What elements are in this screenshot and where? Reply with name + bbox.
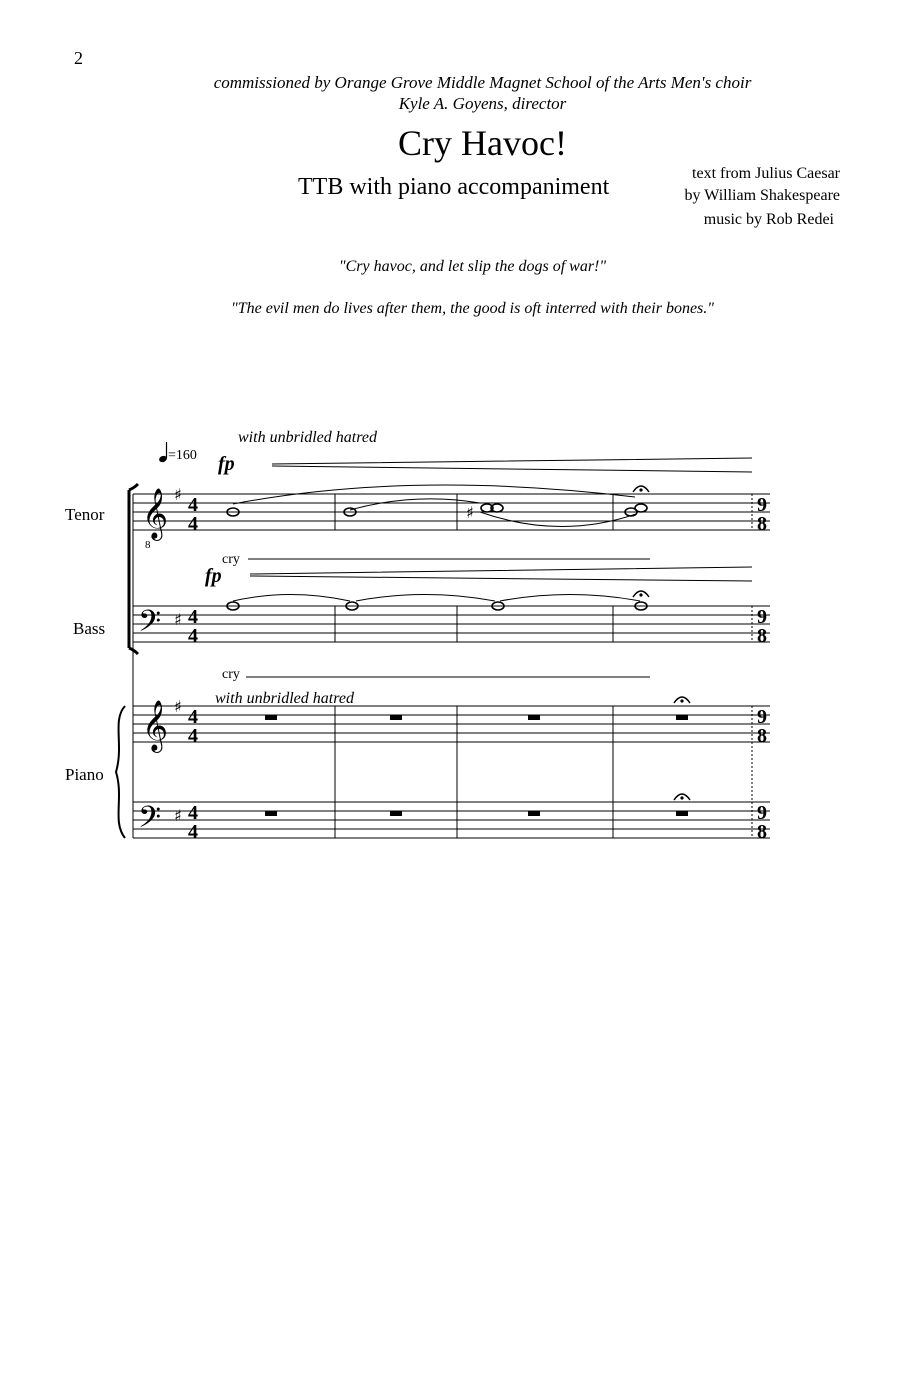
time-sig-den: 4 [188, 513, 198, 535]
whole-rest [265, 811, 277, 816]
credits-composer: music by Rob Redei [703, 211, 834, 228]
epigraph-quote-1: "Cry havoc, and let slip the dogs of war!" [338, 258, 607, 275]
tenor-label: Tenor [65, 505, 105, 524]
time-sig-num: 4 [188, 802, 198, 824]
epigraph-quote-2: "The evil men do lives after them, the good is oft interred with their bones." [231, 300, 714, 317]
tenor-dynamic: fp [218, 453, 235, 475]
whole-rest [390, 715, 402, 720]
bass-tie-2 [356, 595, 495, 602]
piece-subtitle: TTB with piano accompaniment [298, 174, 610, 200]
time-sig-num: 9 [757, 706, 767, 728]
tenor-slur [233, 485, 635, 504]
barlines [335, 494, 752, 838]
whole-note [635, 504, 647, 512]
sharp-icon: ♯ [466, 503, 474, 522]
whole-rest [390, 811, 402, 816]
tempo-marking [158, 442, 197, 463]
tenor-notes [227, 504, 647, 516]
tenor-tie-1 [350, 499, 480, 510]
whole-rest [528, 811, 540, 816]
time-sig-den: 8 [757, 625, 767, 647]
sharp-icon: ♯ [174, 485, 182, 504]
time-sig-num: 4 [188, 706, 198, 728]
whole-rest [676, 715, 688, 720]
piano-brace [116, 706, 125, 838]
bass-tie-3 [500, 595, 640, 602]
sharp-icon: ♯ [174, 610, 182, 629]
time-sig-den: 4 [188, 821, 198, 843]
sharp-icon: ♯ [174, 806, 182, 825]
whole-rest [528, 715, 540, 720]
time-sig-num: 4 [188, 494, 198, 516]
time-sig-den: 8 [757, 821, 767, 843]
expression-piano: with unbridled hatred [215, 690, 354, 707]
bass-lyric: cry [222, 667, 240, 682]
time-sig-num: 9 [757, 802, 767, 824]
expression-voice: with unbridled hatred [238, 429, 377, 446]
commission-line-1: commissioned by Orange Grove Middle Magnet School of the Arts Men's choir [213, 73, 752, 92]
bass-clef-icon: 𝄢 [138, 605, 162, 646]
tenor-lyric: cry [222, 552, 240, 567]
time-sig-num: 4 [188, 606, 198, 628]
bass-label: Bass [73, 619, 106, 638]
whole-rest [676, 811, 688, 816]
piano-treble-staff [133, 706, 770, 742]
time-sig-num: 9 [757, 494, 767, 516]
time-sig-den: 8 [757, 513, 767, 535]
time-sig-den: 8 [757, 725, 767, 747]
bass-crescendo-hairpin [250, 567, 752, 581]
bass-tie-1 [233, 595, 350, 602]
piano-label: Piano [65, 765, 104, 784]
credits-text-source: text from Julius Caesar [692, 165, 840, 182]
bass-dynamic: fp [205, 565, 222, 587]
whole-rest [265, 715, 277, 720]
time-sig-num: 9 [757, 606, 767, 628]
credits-author: by William Shakespeare [684, 187, 840, 204]
piano-rests [265, 715, 688, 816]
commission-line-2: Kyle A. Goyens, director [398, 94, 567, 113]
tenor-crescendo-hairpin [272, 458, 752, 472]
tempo-value: =160 [168, 448, 197, 463]
piece-title: Cry Havoc! [398, 123, 567, 163]
bass-staff [133, 606, 770, 642]
piano-bass-clef-icon: 𝄢 [138, 801, 162, 842]
piano-bass-staff [133, 802, 770, 838]
piano-treble-clef-icon: 𝄞 [142, 700, 169, 751]
page-number: 2 [74, 48, 83, 68]
time-sig-den: 4 [188, 625, 198, 647]
octave-mark: 8 [145, 539, 151, 551]
key-signatures [174, 485, 182, 825]
sharp-icon: ♯ [174, 697, 182, 716]
treble-clef-icon: 𝄞 [142, 488, 169, 539]
time-sig-den: 4 [188, 725, 198, 747]
